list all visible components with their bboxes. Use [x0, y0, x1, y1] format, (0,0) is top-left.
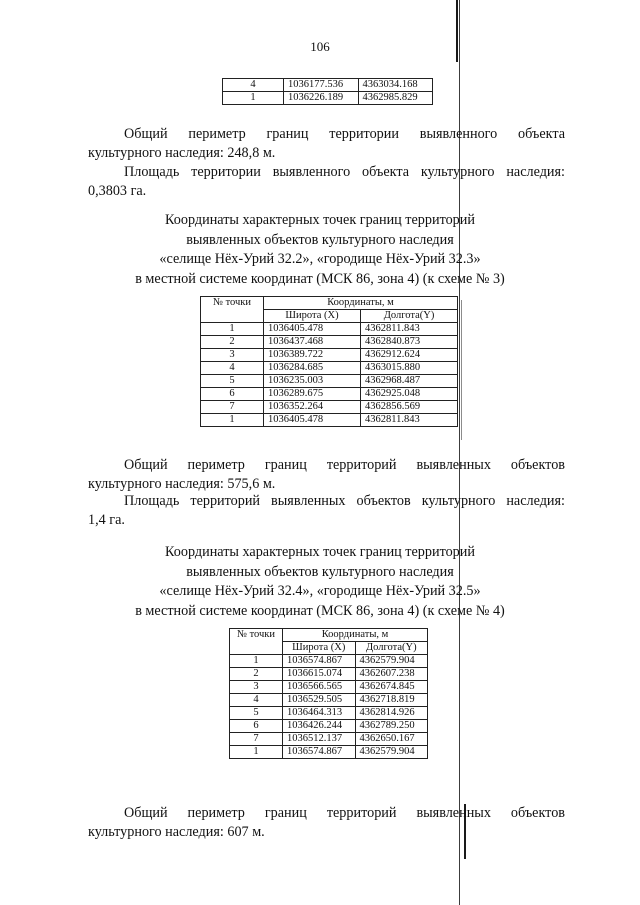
area-line: Площадь территории выявленного объекта культурного наследия: — [124, 164, 565, 180]
longitude-cell: 4362579.904 — [355, 655, 428, 668]
latitude-cell: 1036177.536 — [284, 79, 359, 92]
heading-line: «селище Нёх-Урий 32.4», «городище Нёх-Урий 32.5» — [159, 583, 481, 599]
longitude-cell: 4362674.845 — [355, 681, 428, 694]
latitude-cell: 1036574.867 — [283, 746, 356, 759]
table-row — [201, 375, 458, 388]
longitude-cell: 4362579.904 — [355, 746, 428, 759]
heading-line: выявленных объектов культурного наследия — [186, 563, 454, 580]
point-cell: 1 — [201, 414, 264, 427]
heading-line: «селище Нёх-Урий 32.2», «городище Нёх-Урий 32.3» — [159, 251, 481, 267]
perimeter-paragraph — [88, 456, 565, 494]
table-row — [201, 323, 458, 336]
longitude-cell: 4362856.569 — [361, 401, 458, 414]
table-row — [201, 349, 458, 362]
area-paragraph — [88, 163, 565, 201]
point-cell: 6 — [201, 388, 264, 401]
longitude-cell: 4362718.819 — [355, 694, 428, 707]
point-cell: 1 — [230, 655, 283, 668]
longitude-cell: 4362912.624 — [361, 349, 458, 362]
perimeter-line: Общий периметр границ территории выявленного объекта — [124, 126, 565, 142]
point-cell: 5 — [230, 707, 283, 720]
point-column-header: № точки — [201, 297, 264, 323]
point-cell: 4 — [223, 79, 284, 92]
table-row — [201, 414, 458, 427]
table-row — [223, 92, 433, 105]
page-number: 106 — [310, 39, 330, 54]
longitude-cell: 4363034.168 — [358, 79, 433, 92]
longitude-cell: 4362814.926 — [355, 707, 428, 720]
perimeter-paragraph — [88, 804, 565, 842]
point-cell: 3 — [201, 349, 264, 362]
table-row — [201, 388, 458, 401]
table-row — [230, 655, 428, 668]
latitude-cell: 1036289.675 — [264, 388, 361, 401]
longitude-cell: 4362968.487 — [361, 375, 458, 388]
heading-line: в местной системе координат (МСК 86, зона 4) (к схеме № 3) — [135, 270, 505, 287]
point-cell: 5 — [201, 375, 264, 388]
perimeter-line: Общий периметр границ территорий выявленных объектов — [124, 805, 565, 821]
table-row — [230, 746, 428, 759]
latitude-cell: 1036464.313 — [283, 707, 356, 720]
point-cell: 1 — [201, 323, 264, 336]
area-line: Площадь территорий выявленных объектов культурного наследия: — [124, 493, 565, 509]
longitude-cell: 4362789.250 — [355, 720, 428, 733]
latitude-cell: 1036226.189 — [284, 92, 359, 105]
longitude-cell: 4362985.829 — [358, 92, 433, 105]
longitude-cell: 4362840.873 — [361, 336, 458, 349]
longitude-column-header: Долгота(Y) — [361, 310, 458, 323]
table-row — [230, 720, 428, 733]
section-heading — [60, 211, 580, 289]
area-line: 0,3803 га. — [88, 183, 147, 199]
perimeter-line: культурного наследия: 575,6 м. — [88, 476, 276, 492]
latitude-cell: 1036426.244 — [283, 720, 356, 733]
point-column-header: № точки — [230, 629, 283, 655]
latitude-column-header: Широта (X) — [283, 642, 356, 655]
point-cell: 7 — [201, 401, 264, 414]
point-cell: 6 — [230, 720, 283, 733]
point-cell: 1 — [223, 92, 284, 105]
latitude-cell: 1036566.565 — [283, 681, 356, 694]
latitude-cell: 1036405.478 — [264, 414, 361, 427]
latitude-cell: 1036405.478 — [264, 323, 361, 336]
point-cell: 4 — [201, 362, 264, 375]
latitude-cell: 1036529.505 — [283, 694, 356, 707]
table-row — [230, 668, 428, 681]
scan-fold-line — [461, 300, 462, 440]
heading-line: выявленных объектов культурного наследия — [186, 231, 454, 248]
table-row — [201, 336, 458, 349]
longitude-cell: 4363015.880 — [361, 362, 458, 375]
table-row — [230, 681, 428, 694]
coordinates-table-scheme-4 — [229, 628, 428, 759]
area-line: 1,4 га. — [88, 512, 125, 528]
perimeter-line: культурного наследия: 248,8 м. — [88, 145, 276, 161]
area-paragraph — [88, 492, 565, 530]
longitude-cell: 4362607.238 — [355, 668, 428, 681]
latitude-cell: 1036615.074 — [283, 668, 356, 681]
table-header-row — [230, 629, 428, 642]
point-cell: 1 — [230, 746, 283, 759]
longitude-cell: 4362650.167 — [355, 733, 428, 746]
table-row — [201, 401, 458, 414]
perimeter-line: культурного наследия: 607 м. — [88, 824, 265, 840]
longitude-cell: 4362925.048 — [361, 388, 458, 401]
longitude-cell: 4362811.843 — [361, 323, 458, 336]
table-row — [230, 694, 428, 707]
table-row — [201, 362, 458, 375]
heading-line: Координаты характерных точек границ территорий — [165, 544, 475, 560]
latitude-column-header: Широта (X) — [264, 310, 361, 323]
perimeter-line: Общий периметр границ территорий выявленных объектов — [124, 457, 565, 473]
coordinates-column-header: Координаты, м — [283, 629, 428, 642]
latitude-cell: 1036284.685 — [264, 362, 361, 375]
point-cell: 7 — [230, 733, 283, 746]
coordinates-table-scheme-3 — [200, 296, 458, 427]
section-heading — [60, 543, 580, 621]
longitude-cell: 4362811.843 — [361, 414, 458, 427]
point-cell: 3 — [230, 681, 283, 694]
latitude-cell: 1036352.264 — [264, 401, 361, 414]
point-cell: 2 — [230, 668, 283, 681]
longitude-column-header: Долгота(Y) — [355, 642, 428, 655]
latitude-cell: 1036512.137 — [283, 733, 356, 746]
table-row — [230, 707, 428, 720]
coordinates-column-header: Координаты, м — [264, 297, 458, 310]
latitude-cell: 1036574.867 — [283, 655, 356, 668]
perimeter-paragraph — [88, 125, 565, 163]
heading-line: Координаты характерных точек границ территорий — [165, 212, 475, 228]
latitude-cell: 1036389.722 — [264, 349, 361, 362]
table-header-row — [201, 297, 458, 310]
point-cell: 2 — [201, 336, 264, 349]
latitude-cell: 1036235.003 — [264, 375, 361, 388]
coordinates-table-continuation — [222, 78, 433, 105]
table-row — [223, 79, 433, 92]
latitude-cell: 1036437.468 — [264, 336, 361, 349]
point-cell: 4 — [230, 694, 283, 707]
table-row — [230, 733, 428, 746]
heading-line: в местной системе координат (МСК 86, зона 4) (к схеме № 4) — [135, 602, 505, 619]
